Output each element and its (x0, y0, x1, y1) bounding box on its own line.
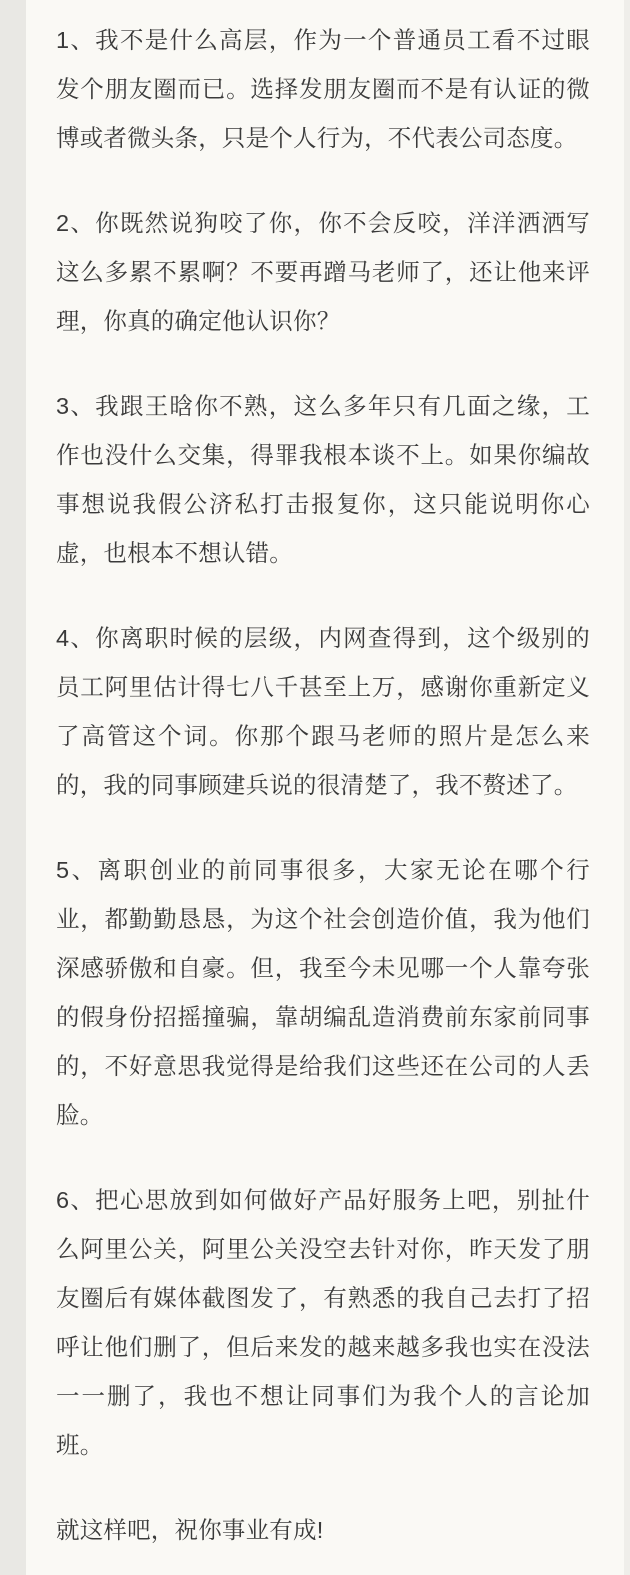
closing-line: 就这样吧，祝你事业有成! (56, 1517, 324, 1543)
paragraph-4: 4、你离职时候的层级，内网查得到，这个级别的员工阿里估计得七八千甚至上万，感谢你重新定义了高管这个词。你那个跟马老师的照片是怎么来的，我的同事顾建兵说的很清楚了，我不赘述了。 (56, 625, 590, 798)
page-left-margin (0, 0, 26, 1575)
paragraph-2: 2、你既然说狗咬了你，你不会反咬，洋洋洒洒写这么多累不累啊？不要再蹭马老师了，还让他来评理，你真的确定他认识你？ (56, 210, 590, 334)
document-body (56, 16, 590, 1555)
paragraph-6: 6、把心思放到如何做好产品好服务上吧，别扯什么阿里公关，阿里公关没空去针对你，昨天发了朋友圈后有媒体截图发了，有熟悉的我自己去打了招呼让他们删了，但后来发的越来越多我也实在没法一一删了，我也不想让同事们为我个人的言论加班。 (56, 1187, 590, 1458)
paragraph-5: 5、离职创业的前同事很多，大家无论在哪个行业，都勤勤恳恳，为这个社会创造价值，我为他们深感骄傲和自豪。但，我至今未见哪一个人靠夸张的假身份招摇撞骗，靠胡编乱造消费前东家前同事的，不好意思我觉得是给我们这些还在公司的人丢脸。 (56, 857, 590, 1128)
paragraph-3: 3、我跟王晗你不熟，这么多年只有几面之缘，工作也没什么交集，得罪我根本谈不上。如果你编故事想说我假公济私打击报复你，这只能说明你心虚，也根本不想认错。 (56, 393, 590, 566)
paragraph-1: 1、我不是什么高层，作为一个普通员工看不过眼发个朋友圈而已。选择发朋友圈而不是有认证的微博或者微头条，只是个人行为，不代表公司态度。 (56, 27, 590, 151)
page-right-margin (624, 0, 630, 1575)
